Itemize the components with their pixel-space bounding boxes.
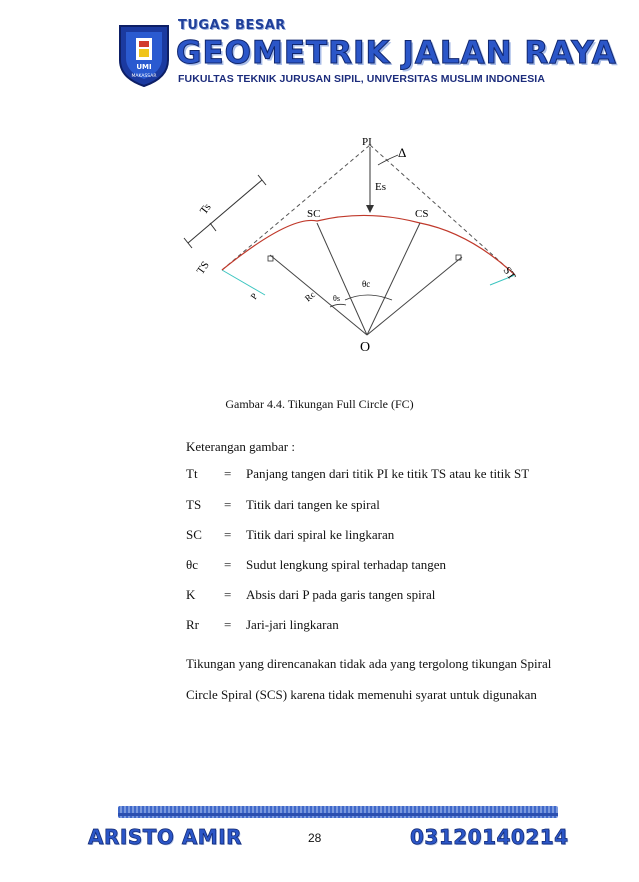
legend-symbol: TS [186,497,202,512]
legend-symbol: K [186,587,196,602]
logo-caption: MAKASSAR [131,74,157,79]
legend-symbol: θc [186,557,198,572]
radius-ts [270,255,367,335]
legend-symbol: Rr [186,617,199,632]
legend-description: Titik dari tangen ke spiral [246,497,380,512]
legend-equals: = [224,587,232,602]
label-ts-side: Ts [197,201,214,217]
header-small-title: TUGAS BESAR [178,18,286,33]
legend-row [186,587,606,605]
tangent-right [370,145,515,275]
tangent-left [222,145,370,270]
header-big-title: GEOMETRIK JALAN RAYA [176,35,617,71]
legend-row [186,466,606,484]
legend-equals: = [224,557,232,572]
logo-text: UMI [136,63,152,71]
footer-divider [118,806,558,818]
radius-sc [317,223,367,335]
university-logo [116,20,172,88]
label-es: Es [375,181,386,193]
full-circle-diagram [170,135,540,360]
legend-row [186,557,606,575]
label-p: P [248,291,260,302]
label-o: O [360,340,371,355]
figure-caption: Gambar 4.4. Tikungan Full Circle (FC) [225,397,414,411]
paragraph-line: Circle Spiral (SCS) karena tidak memenuhi syarat untuk digunakan [186,687,537,702]
label-delta: Δ [398,145,407,160]
footer-author: ARISTO AMIR [88,825,243,849]
label-cs: CS [415,208,429,220]
legend-equals: = [224,527,232,542]
legend-description: Panjang tangen dari titik PI ke titik TS atau ke titik ST [246,466,530,481]
label-theta-c: θc [362,279,371,289]
label-theta-s: θs [333,294,340,303]
legend-row [186,617,606,635]
legend-description: Titik dari spiral ke lingkaran [246,527,395,542]
label-pi: PI [362,136,372,148]
legend-equals: = [224,617,232,632]
legend-equals: = [224,497,232,512]
radius-cs [367,223,420,335]
legend-row [186,527,606,545]
legend-title: Keterangan gambar : [186,439,296,454]
legend-description: Sudut lengkung spiral terhadap tangen [246,557,447,572]
paragraph-line: Tikungan yang direncanakan tidak ada yang tergolong tikungan Spiral [186,656,552,671]
footer-student-id: 03120140214 [410,825,569,849]
label-sc: SC [307,208,321,220]
label-rc: Rc [302,289,317,304]
footer-divider-underline [118,813,558,816]
legend-row [186,497,606,515]
tangent-extension-left [222,270,265,295]
header-subtitle: FUKULTAS TEKNIK JURUSAN SIPIL, UNIVERSITAS MUSLIM INDONESIA [178,73,545,85]
label-ts: TS [194,259,212,277]
legend-description: Jari-jari lingkaran [246,617,339,632]
page-number: 28 [308,831,322,845]
legend-equals: = [224,466,232,481]
circular-curve [222,215,515,275]
legend-symbol: SC [186,527,202,542]
radius-st [367,257,462,335]
legend-symbol: Tt [186,466,198,481]
legend-description: Absis dari P pada garis tangen spiral [246,587,436,602]
label-st: ST [500,264,518,283]
